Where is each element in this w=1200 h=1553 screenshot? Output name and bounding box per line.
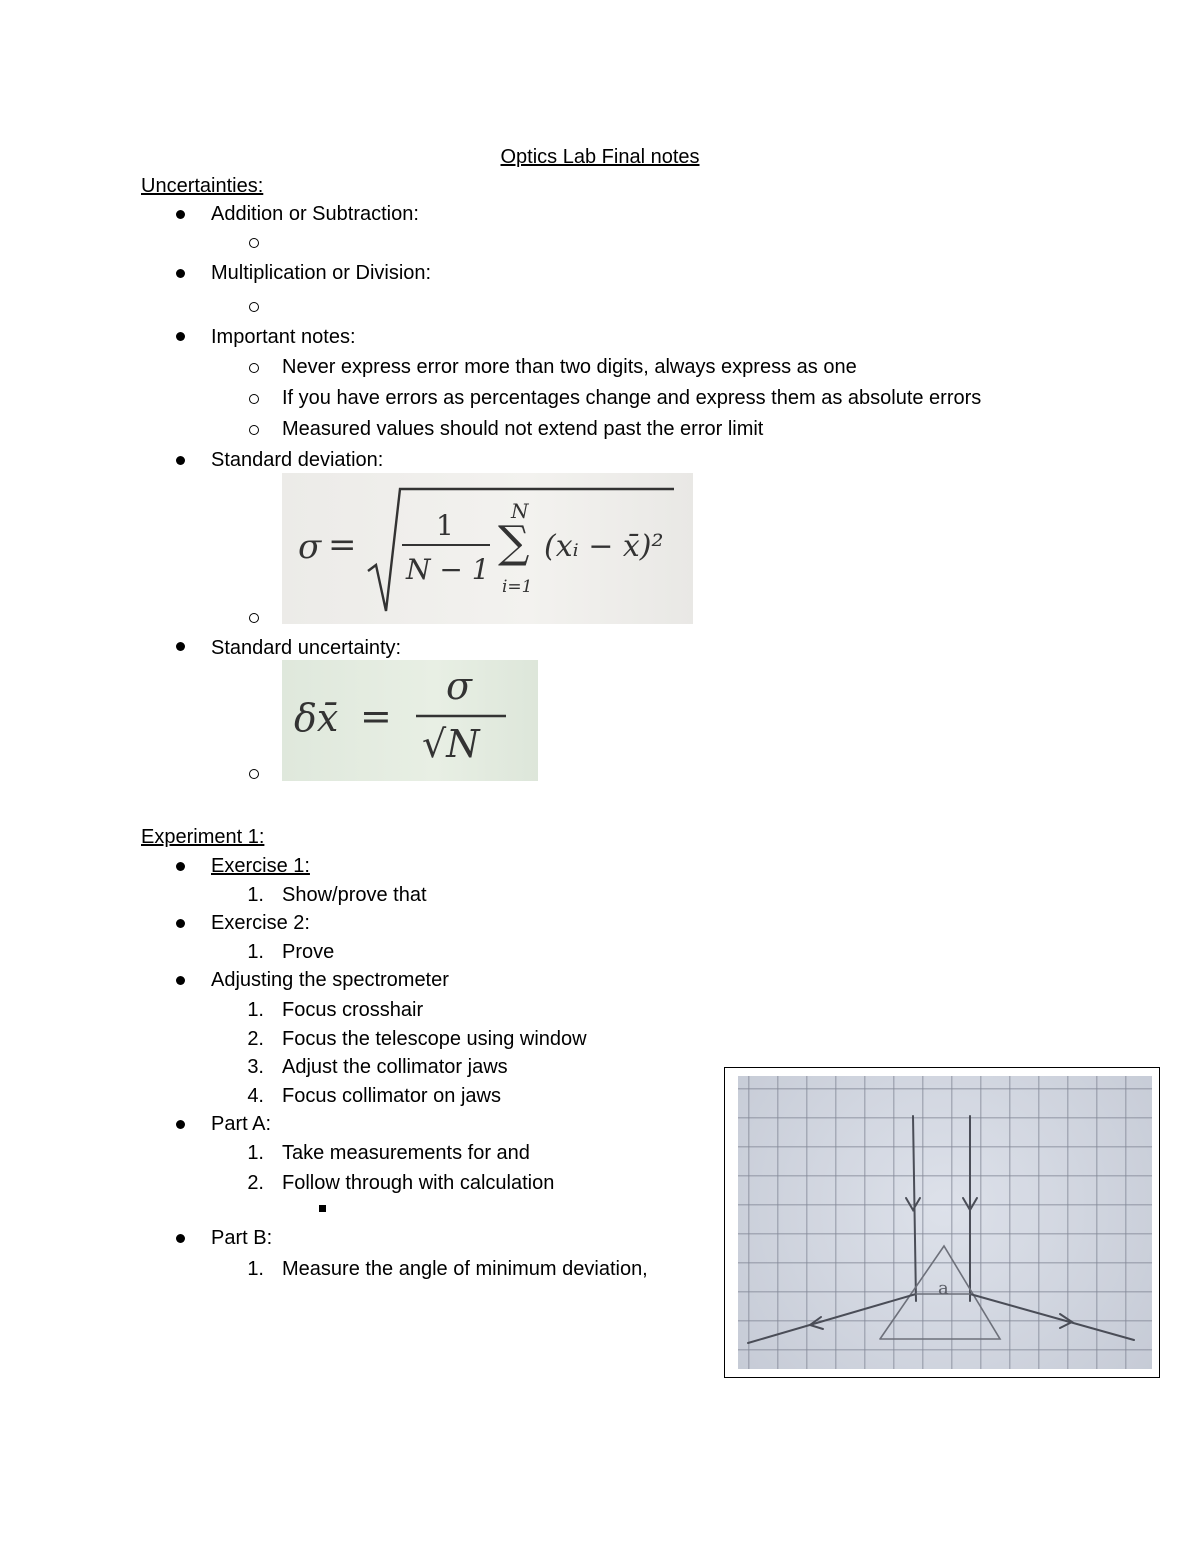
- exercise2-item: Prove: [282, 941, 335, 963]
- multiplication-label: Multiplication or Division:: [211, 262, 432, 284]
- experiment1-heading: Experiment 1:: [141, 826, 265, 848]
- prism-diagram-frame: [724, 1067, 1160, 1378]
- bullet: [176, 210, 185, 219]
- std-unc-equation: [282, 660, 538, 781]
- std-dev-equation: [282, 473, 693, 624]
- sigma-symbol: σ: [298, 527, 322, 567]
- list-number: 2.: [247, 1172, 264, 1194]
- sigma-numerator: σ: [446, 664, 472, 708]
- equals-sign: =: [360, 694, 392, 738]
- fraction-denominator: N − 1: [406, 553, 490, 586]
- exercise2-label: Exercise 2:: [211, 912, 310, 934]
- std-unc-label: Standard uncertainty:: [211, 637, 402, 659]
- adjust-item: Focus the telescope using window: [282, 1028, 587, 1050]
- list-number: 1.: [247, 1142, 264, 1164]
- list-number: 1.: [247, 999, 264, 1021]
- sum-symbol: ∑: [498, 517, 530, 568]
- bullet: [176, 1120, 185, 1129]
- sub-bullet: [249, 302, 259, 312]
- note-item: Never express error more than two digits, always express as one: [282, 356, 857, 378]
- std-dev-label: Standard deviation:: [211, 449, 384, 471]
- adjust-item: Focus crosshair: [282, 999, 424, 1021]
- bullet: [176, 269, 185, 278]
- list-number: 3.: [247, 1056, 264, 1078]
- sub-bullet: [249, 238, 259, 248]
- fraction-numerator: 1: [436, 509, 454, 542]
- addition-label: Addition or Subtraction:: [211, 203, 419, 225]
- page-title: Optics Lab Final notes: [500, 146, 700, 168]
- sub-bullet: [249, 769, 259, 779]
- sum-upper: N: [511, 499, 529, 523]
- list-number: 1.: [247, 1258, 264, 1280]
- bullet: [176, 456, 185, 465]
- equals-sign: =: [328, 525, 357, 565]
- adjusting-label: Adjusting the spectrometer: [211, 969, 449, 991]
- partB-label: Part B:: [211, 1227, 273, 1249]
- prism-ray-drawing: [738, 1076, 1152, 1369]
- sum-term: (xᵢ − x̄)²: [544, 529, 664, 564]
- apex-angle-label: a: [938, 1278, 949, 1299]
- bullet: [176, 919, 185, 928]
- uncertainties-heading: Uncertainties:: [141, 175, 264, 197]
- partB-item: Measure the angle of minimum deviation,: [282, 1258, 648, 1280]
- list-number: 2.: [247, 1028, 264, 1050]
- sub-bullet: [249, 363, 259, 373]
- exercise1-label: Exercise 1:: [211, 855, 310, 877]
- fraction-bar: [282, 660, 538, 781]
- list-number: 4.: [247, 1085, 264, 1107]
- important-label: Important notes:: [211, 326, 356, 348]
- partA-label: Part A:: [211, 1113, 272, 1135]
- sub-bullet: [249, 394, 259, 404]
- exercise1-item: Show/prove that: [282, 884, 427, 906]
- prism-diagram-photo: [738, 1076, 1152, 1369]
- note-item: Measured values should not extend past the error limit: [282, 418, 764, 440]
- adjust-item: Adjust the collimator jaws: [282, 1056, 508, 1078]
- note-item: If you have errors as percentages change and express them as absolute errors: [282, 387, 982, 409]
- partA-item: Follow through with calculation: [282, 1172, 555, 1194]
- partA-item: Take measurements for and: [282, 1142, 530, 1164]
- adjust-item: Focus collimator on jaws: [282, 1085, 501, 1107]
- bullet: [176, 642, 185, 651]
- bullet: [176, 976, 185, 985]
- bullet: [176, 332, 185, 341]
- sqrt-n-denominator: √N: [422, 722, 480, 766]
- list-number: 1.: [247, 941, 264, 963]
- sub-bullet: [249, 613, 259, 623]
- sub-bullet: [249, 425, 259, 435]
- bullet: [176, 862, 185, 871]
- delta-xbar: δx̄: [294, 696, 339, 740]
- bullet: [176, 1234, 185, 1243]
- sum-lower: i=1: [502, 577, 533, 597]
- list-number: 1.: [247, 884, 264, 906]
- square-bullet: [319, 1205, 326, 1212]
